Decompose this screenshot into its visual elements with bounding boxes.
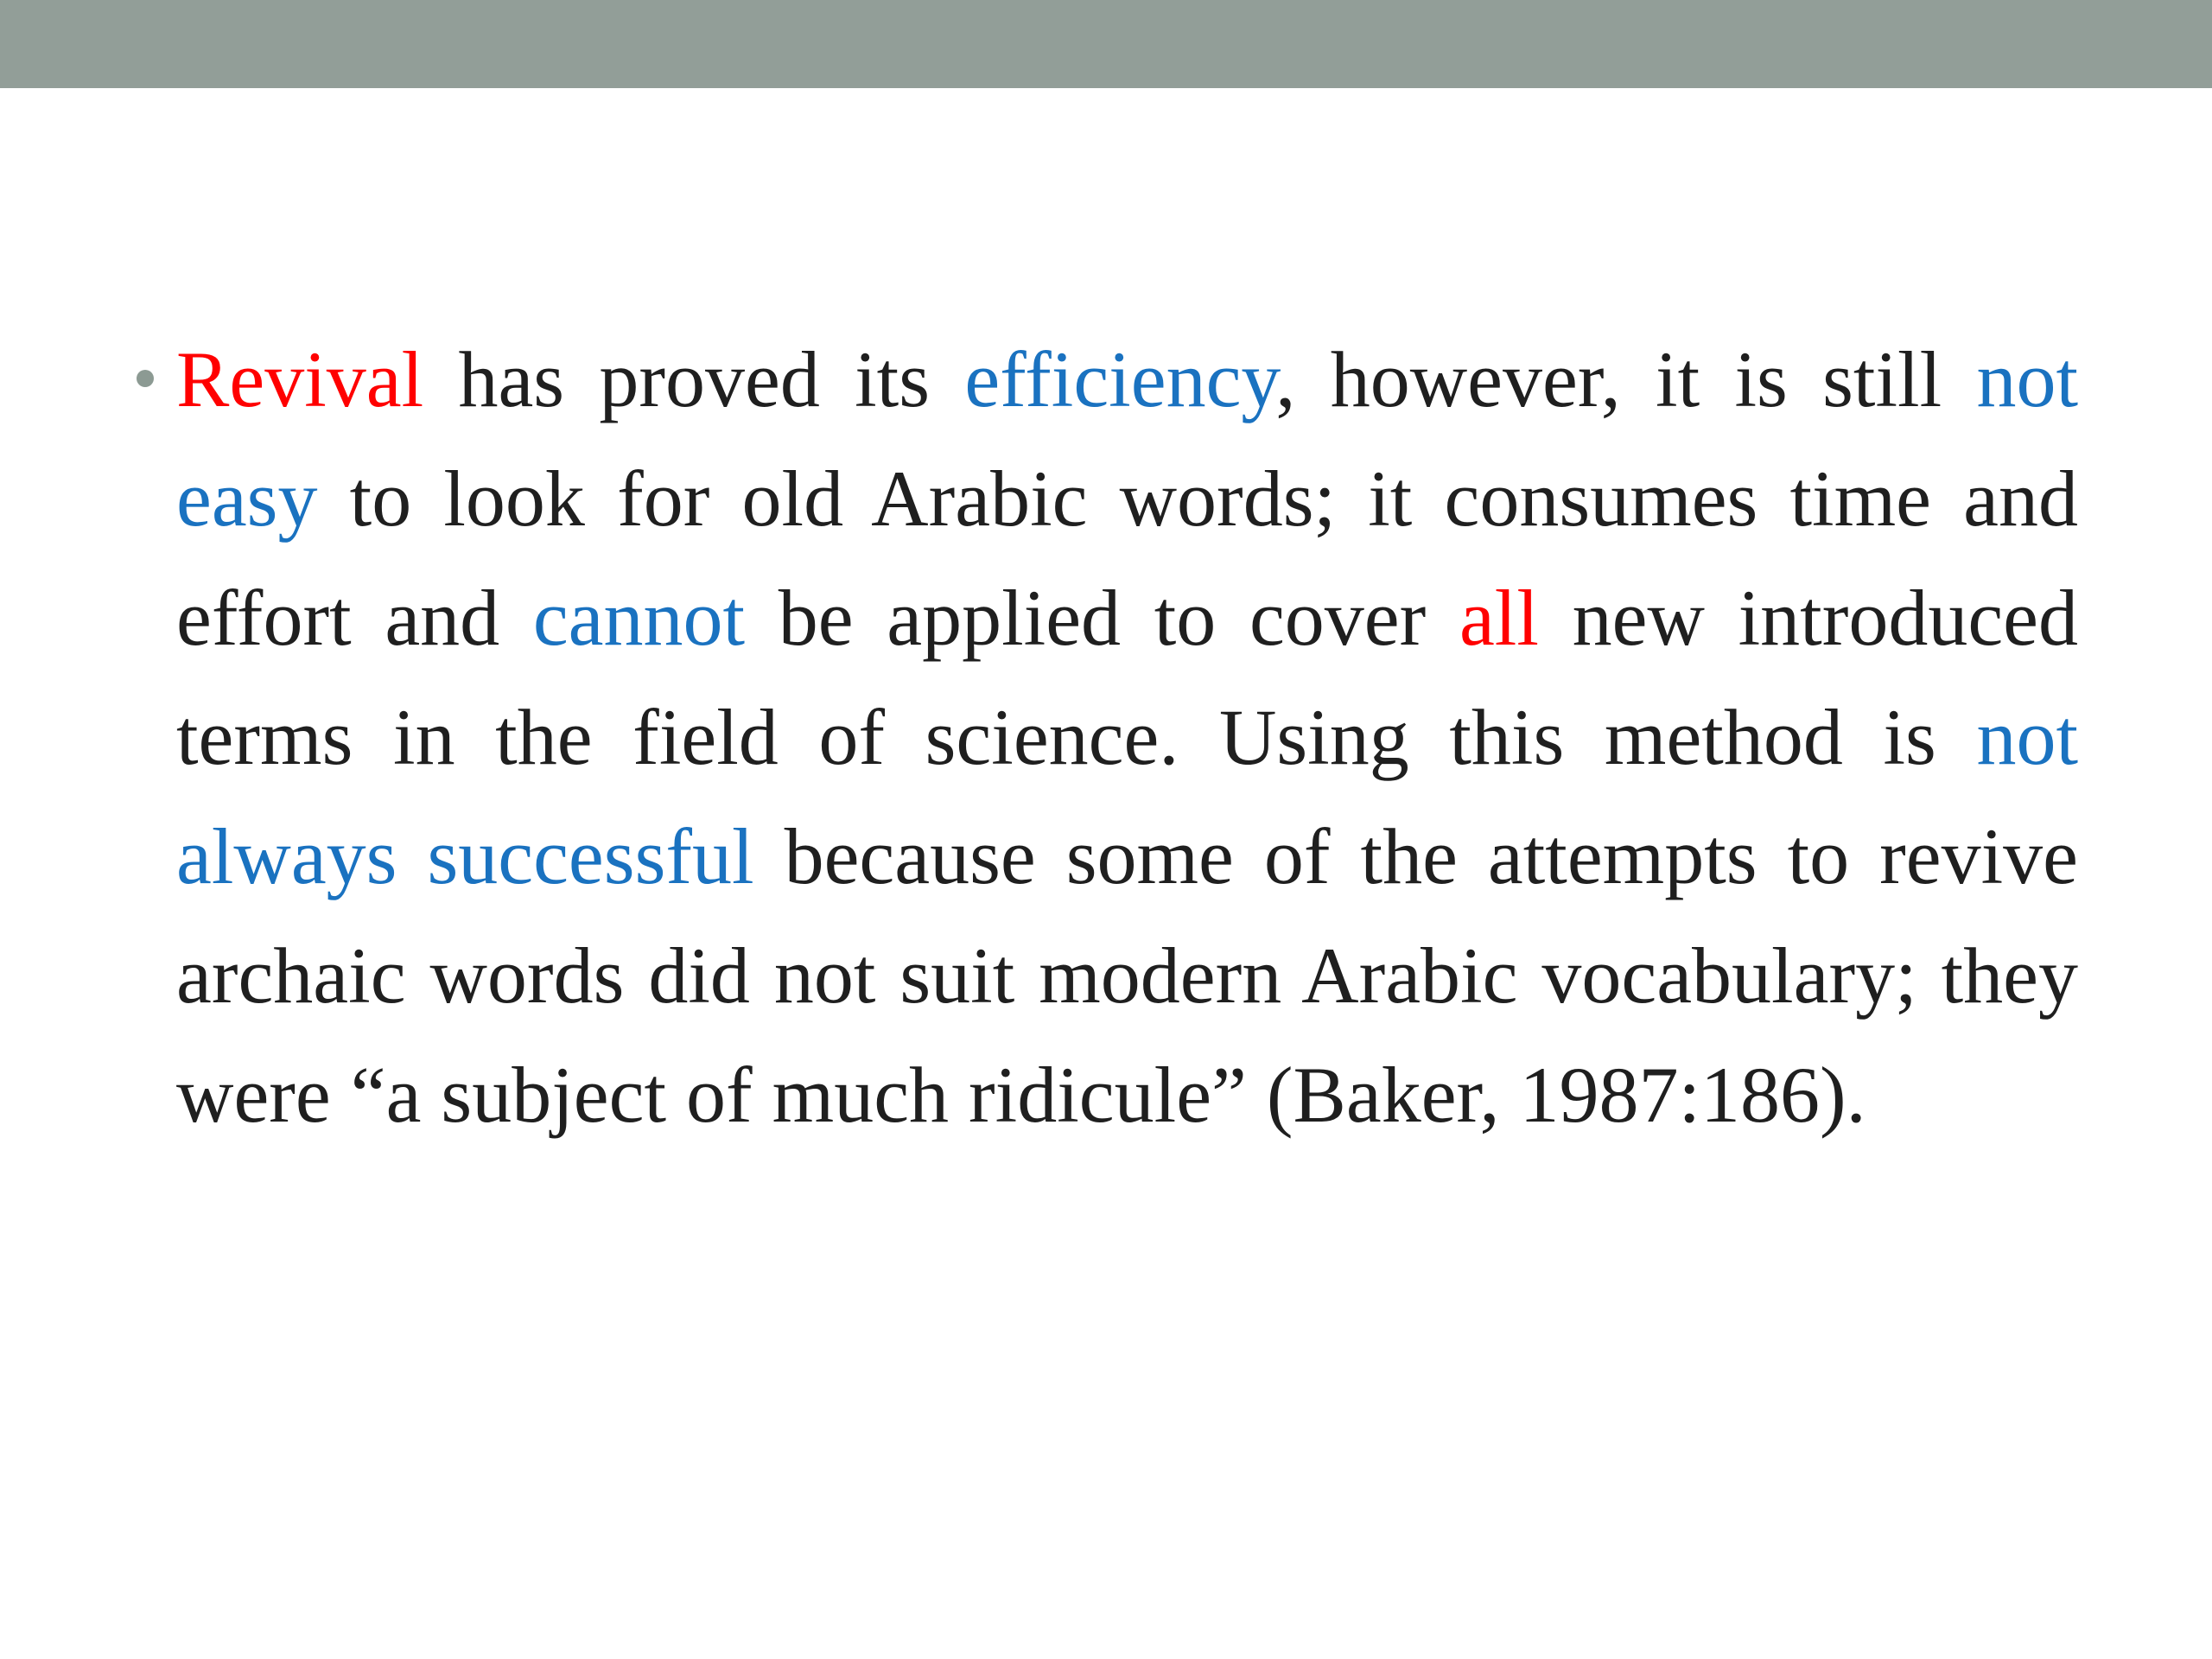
slide-body: [130, 320, 2078, 1154]
slide-header-bar: [0, 0, 2212, 88]
segment-text: new introduced terms in the field of science. Using this method is: [176, 574, 2078, 781]
bullet-paragraph: [130, 320, 2078, 1154]
segment-text: , however, it is still: [1275, 335, 1977, 423]
segment-revival: Revival: [176, 335, 424, 423]
segment-not-always-successful: not always successful: [176, 693, 2078, 900]
bullet-dot-icon: [137, 370, 154, 387]
segment-text: has proved its: [423, 335, 965, 423]
segment-text: to look for old Arabic words; it consumes time and effort and: [176, 454, 2078, 662]
segment-efficiency: efficiency: [964, 335, 1276, 423]
segment-cannot: cannot: [532, 574, 746, 662]
segment-text: because some of the attempts to revive archaic words did not suit modern Arabic vocabulary; they were “a subject of much ridicule” (Baker, 1987:186).: [176, 812, 2079, 1139]
segment-text: be applied to cover: [745, 574, 1459, 662]
segment-not-easy: not easy: [176, 335, 2078, 543]
segment-all: all: [1459, 574, 1539, 662]
